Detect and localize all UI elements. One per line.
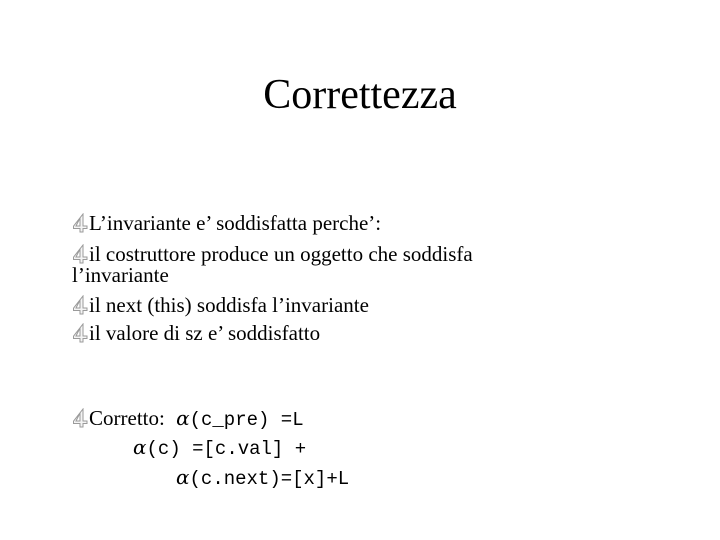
bullet-text: il next (this) soddisfa l’invariante	[89, 293, 369, 317]
corretto-line-1	[72, 405, 304, 433]
numeral-4-outline-icon	[72, 323, 89, 343]
alpha-symbol: α	[176, 406, 190, 430]
alpha-symbol: α	[133, 435, 147, 459]
bullet-text: L’invariante e’ soddisfatta perche’:	[89, 211, 382, 235]
slide-title: Correttezza	[263, 72, 457, 118]
alpha-symbol: α	[176, 465, 190, 489]
numeral-4-outline-icon	[72, 295, 89, 315]
formula-text: (c_pre) =L	[189, 409, 304, 431]
bullet-item-1	[72, 210, 381, 236]
numeral-4-outline-icon	[72, 244, 89, 264]
bullet-item-2-continuation: l’invariante	[72, 263, 169, 287]
bullet-item-4	[72, 320, 320, 346]
bullet-item-3	[72, 292, 369, 318]
corretto-line-3	[176, 464, 349, 492]
corretto-line-2	[133, 434, 306, 462]
corretto-label: Corretto:	[89, 406, 165, 430]
bullet-text: il costruttore produce un oggetto che soddisfa	[89, 242, 473, 266]
numeral-4-outline-icon	[72, 408, 89, 428]
formula-text: (c.next)=[x]+L	[189, 468, 350, 490]
formula-text: (c) =[c.val] +	[146, 438, 307, 460]
bullet-text: il valore di sz e’ soddisfatto	[89, 321, 321, 345]
numeral-4-outline-icon	[72, 213, 89, 233]
